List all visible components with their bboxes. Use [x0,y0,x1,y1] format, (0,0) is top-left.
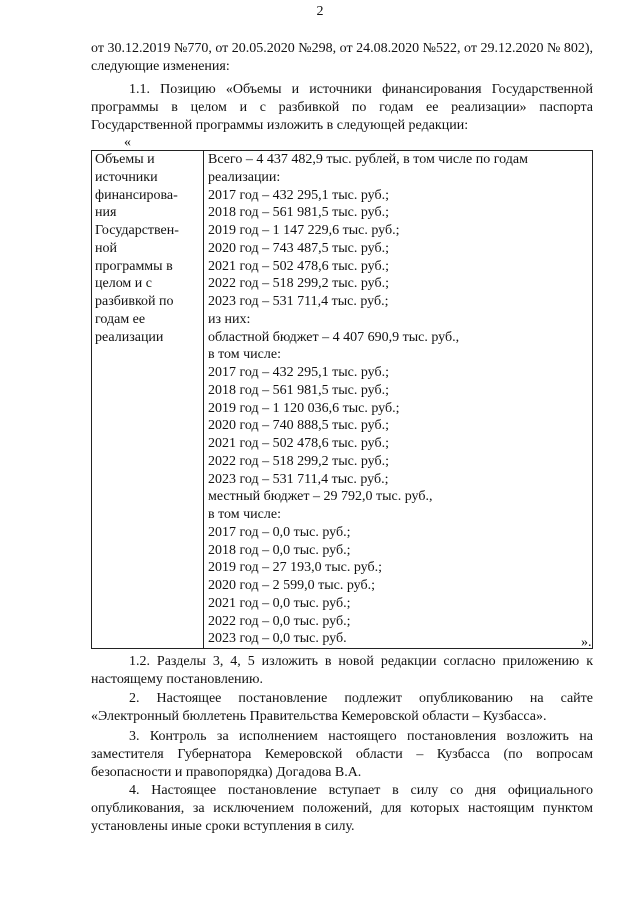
label-line: программы в [95,258,173,274]
value-line: 2018 год – 561 981,5 тыс. руб.; [208,382,389,398]
value-line: областной бюджет – 4 407 690,9 тыс. руб., [208,329,460,345]
label-line: Объемы и [95,152,155,167]
value-line: 2017 год – 432 295,1 тыс. руб.; [208,365,389,380]
label-line: целом и с [95,276,152,292]
value-line: 2018 год – 0,0 тыс. руб.; [208,542,351,558]
value-line: 2019 год – 1 147 229,6 тыс. руб.; [208,223,400,238]
value-line: в том числе: [208,347,281,363]
item-1-1-paragraph: 1.1. Позицию «Объемы и источники финансирования Государственной программы в целом и с разбивкой по годам ее реализации» паспорта Государственной программы изложить в следующей редакции: [91,82,593,133]
value-line: 2018 год – 561 981,5 тыс. руб.; [208,205,389,221]
label-line: разбивкой по [95,294,174,309]
value-line: местный бюджет – 29 792,0 тыс. руб., [208,489,433,505]
value-line: 2022 год – 0,0 тыс. руб.; [208,613,351,629]
item-4-paragraph: 4. Настоящее постановление вступает в силу со дня официального опубликования, за исключением положений, для которых настоящим пунктом установлены иные сроки вступления в силу. [91,783,593,834]
value-line: 2022 год – 518 299,2 тыс. руб.; [208,276,389,292]
item-2-paragraph: 2. Настоящее постановление подлежит опубликованию на сайте «Электронный бюллетень Правительства Кемеровской области – Кузбасса». [91,691,593,724]
label-line: реализации [95,329,164,345]
value-line: 2023 год – 531 711,4 тыс. руб.; [208,471,389,487]
value-line: 2017 год – 432 295,1 тыс. руб.; [208,187,389,203]
value-line: 2020 год – 2 599,0 тыс. руб.; [208,578,375,593]
item-1-2-paragraph: 1.2. Разделы 3, 4, 5 изложить в новой редакции согласно приложению к настоящему постановлению. [91,654,593,687]
label-line: ния [95,205,117,221]
value-line: Всего – 4 437 482,9 тыс. рублей, в том числе по годам [208,152,528,167]
value-line: из них: [208,311,251,327]
value-line: 2021 год – 502 478,6 тыс. руб.; [208,436,389,451]
opening-quote: « [124,135,131,150]
value-line: 2020 год – 743 487,5 тыс. руб.; [208,240,389,256]
page-number: 2 [316,4,324,19]
table-row [92,151,593,649]
value-line: 2023 год – 0,0 тыс. руб. [208,631,347,647]
value-line: реализации: [208,169,281,185]
value-line: 2022 год – 518 299,2 тыс. руб.; [208,453,389,469]
closing-quote: ». [581,635,592,650]
value-line: 2019 год – 1 120 036,6 тыс. руб.; [208,400,400,416]
value-line: 2023 год – 531 711,4 тыс. руб.; [208,294,389,309]
label-line: источники [95,169,158,185]
value-line: 2019 год – 27 193,0 тыс. руб.; [208,560,382,576]
label-line: ной [95,240,117,256]
value-line: 2020 год – 740 888,5 тыс. руб.; [208,418,389,434]
value-line: 2017 год – 0,0 тыс. руб.; [208,524,351,540]
value-line: 2021 год – 0,0 тыс. руб.; [208,595,351,611]
intro-paragraph: от 30.12.2019 №770, от 20.05.2020 №298, от 24.08.2020 №522, от 29.12.2020 № 802), следующие изменения: [91,41,593,74]
label-line: Государствен- [95,223,179,238]
label-line: финансирова- [95,187,178,203]
label-line: годам ее [95,311,146,327]
item-3-paragraph: 3. Контроль за исполнением настоящего постановления возложить на заместителя Губернатора Кемеровской области – Кузбасса (по вопросам безопасности и правопорядка) Догадова В.А. [91,729,593,780]
label-cell [92,151,204,649]
financing-table [91,150,593,649]
value-line: в том числе: [208,507,281,522]
value-cell [204,151,593,649]
value-line: 2021 год – 502 478,6 тыс. руб.; [208,258,389,274]
